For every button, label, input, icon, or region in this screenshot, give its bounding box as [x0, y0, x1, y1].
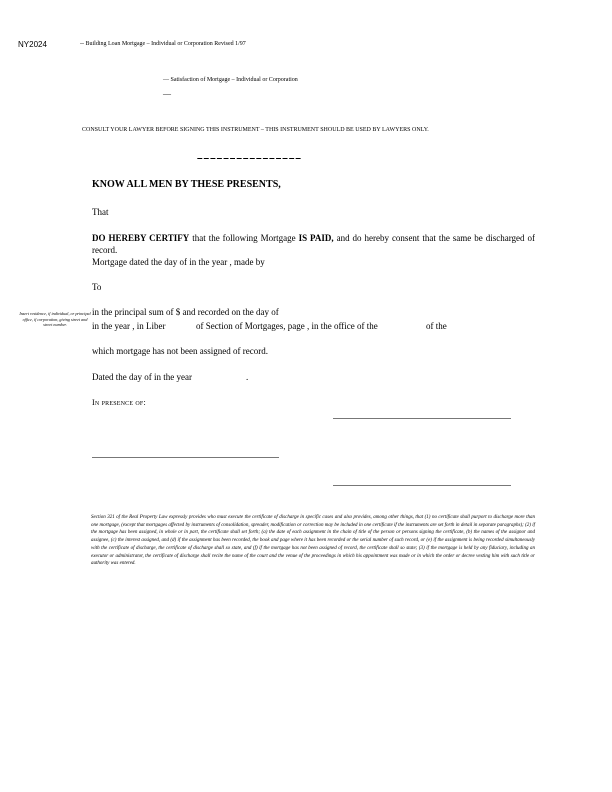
signature-line-2[interactable] [333, 485, 511, 486]
form-title: -- Building Loan Mortgage – Individual or Corporation Revised 1/97 [80, 41, 246, 47]
certify-text-1: that the following Mortgage [189, 233, 299, 243]
mortgage-dated-line: Mortgage dated the day of in the year , made by [92, 257, 265, 267]
that-label: That [92, 207, 109, 217]
heading-know-all-men: KNOW ALL MEN BY THESE PRESENTS, [92, 179, 281, 190]
dated-year-text: Dated the day of in the year [92, 372, 192, 382]
in-presence-of-label: In presence of: [92, 398, 146, 407]
certify-paragraph [92, 233, 535, 256]
liber-part-2: of Section of Mortgages, page , in the office of the [196, 321, 378, 331]
satisfaction-title: — Satisfaction of Mortgage – Individual or Corporation [163, 77, 298, 83]
liber-part-1: in the year , in Liber [92, 321, 166, 331]
dated-year-line [92, 372, 248, 382]
form-code: NY2024 [18, 40, 47, 49]
certify-bold: DO HEREBY CERTIFY [92, 233, 190, 243]
principal-sum-line: in the principal sum of $ and recorded on the day of [92, 307, 279, 317]
is-paid-bold: IS PAID, [298, 233, 334, 243]
certify-text-2: and do hereby consent that the same be discharged of record. [92, 233, 535, 255]
not-assigned-line: which mortgage has not been assigned of record. [92, 346, 268, 356]
side-note: Insert residence, if individual, or principal office, if corporation, giving street and street number. [19, 311, 91, 327]
dated-year-period: . [246, 372, 249, 382]
to-label: To [92, 282, 102, 292]
liber-part-3: of the [426, 321, 447, 331]
witness-signature-line[interactable] [92, 457, 279, 458]
separator-bar: –––––––––––––––– [197, 153, 302, 164]
dash-mark: — [163, 89, 171, 98]
liber-line [92, 321, 447, 331]
signature-line-1[interactable] [333, 418, 511, 419]
footnote-section-321: Section 321 of the Real Property Law expressly provides who must execute the certificate of discharge in specific cases and also provides, among other things, that (1) no certificate shall purport to discharge more than one mortgage, (except that mortgages affected by instruments of consolidation, spreader, modification or correction may be included in one certificate if the instruments are set forth in detail in separate paragraphs); (2) if the mortgage has been assigned, in whole or in part, the certificate shall set forth; (a) the date of each assignment in the chain of title of the person or persons signing the certificate, (b) the names of the assignor and assignee, (c) the interest assigned, and (d) if the assignment has been recorded, the book and page where it has been recorded or the serial number of such record, or (e) if the assignment is being recorded simultaneously with the certificate of discharge, the certificate of discharge shall so state, and (f) if the mortgage has not been assigned of record, the certificate shall so state; (3) if the mortgage is held by any fiduciary, including an executor or administrator, the certificate of discharge shall recite the name of the court and the venue of the proceedings in which his appointment was made or in which the order or decree vesting him with such title or authority was entered. [91, 515, 535, 567]
consult-notice: CONSULT YOUR LAWYER BEFORE SIGNING THIS INSTRUMENT – THIS INSTRUMENT SHOULD BE USED BY LAWYERS ONLY. [82, 127, 429, 133]
